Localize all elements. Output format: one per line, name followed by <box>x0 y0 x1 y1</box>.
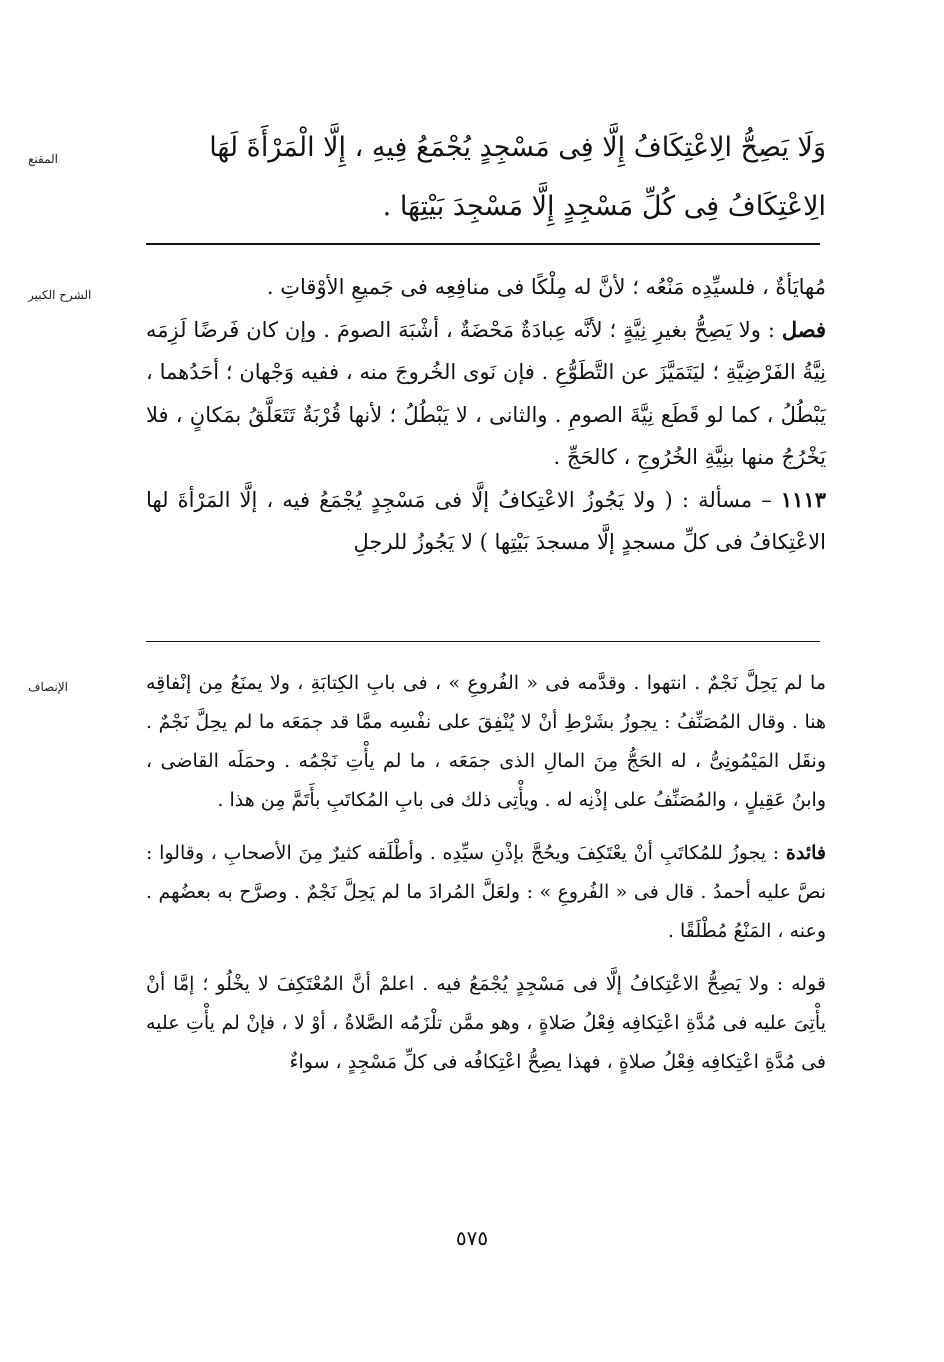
sharh-divider <box>146 641 820 642</box>
insaf-label: الإنصاف <box>28 680 69 694</box>
sharh-label: الشرح الكبير <box>28 288 92 302</box>
page-number: ٥٧٥ <box>455 1226 489 1250</box>
faida-paragraph <box>146 834 826 951</box>
muqni-line-1: وَلَا يَصِحُّ الِاعْتِكَافُ إِلَّا فِى مَسْجِدٍ يُجْمَعُ فِيهِ ، إِلَّا الْمَرْأَةَ لَهَا <box>209 132 826 163</box>
sharh-line-1: مُهايَأةٌ ، فلسيِّدِه مَنْعُه ؛ لأنَّ له مِلْكًا فى منافِعِه فى جَميعِ الأوْقاتِ . <box>266 275 826 299</box>
faida-heading: فائدة <box>785 842 826 864</box>
masala-number: ١١١٣ <box>780 486 826 512</box>
sharh-text <box>146 266 826 564</box>
fasl-text: : ولا يَصِحُّ بغيرِ نِيَّةٍ ؛ لأنَّه عِبادَةٌ مَحْضَةٌ ، أشْبَهَ الصومَ . وإن كان فَرضًا لَزِمَه نِيَّةُ الفَرْضِيَّةِ ؛ ليَتَمَيَّزَ عن التَّطَوُّعِ . فإن نَوى الخُروجَ منه ، ففيه وَجْهان ؛ أحَدُهما ، يَبْطُلُ ، كما لو قَطَع نِيَّةَ الصومِ . والثانى ، لا يَبْطُلُ ؛ لأنها قُرْبَةٌ تَتَعَلَّقُ بمَكانٍ ، فلا يَخْرُجُ منها بنِيَّةِ الخُرُوجِ ، كالحَجِّ . <box>146 317 826 469</box>
paragraph-gap <box>146 951 826 965</box>
muqni-label: المقنع <box>28 152 59 166</box>
faida-text: : يجوزُ للمُكاتَبِ أنْ يعْتَكِفَ ويحُجَّ بإذْنِ سيِّدِه . وأطْلَقه كثيرٌ مِنَ الأصحابِ ، وقالوا : نصَّ عليه أحمدُ . قال فى « الفُروعِ » : ولعَلَّ المُرادَ ما لم يَحِلَّ نَجْمٌ . وصرَّح به بعضُهم . وعنه ، المَنْعُ مُطْلَقًا . <box>146 842 826 942</box>
insaf-paragraph-3: قوله : ولا يَصِحُّ الاعْتِكافُ إلَّا فى مَسْجِدٍ يُجْمَعُ فيه . اعلمْ أنَّ المُعْتَكِفَ لا يخْلُو ؛ إمَّا أنْ يأْتِىَ عليه فى مُدَّةِ اعْتِكافِه فِعْلُ صَلاةٍ ، وهو ممَّن تلْزَمُه الصَّلاةُ ، أوْ لا ، فإنْ لم يأْتِ عليه فى مُدَّةِ اعْتِكافِه فِعْلُ صلاةٍ ، فهذا يصِحُّ اعْتِكافُه فى كلِّ مَسْجِدٍ ، سواءٌ <box>146 973 826 1073</box>
masala-text: – مسألة : ( ولا يَجُوزُ الاعْتِكافُ إلَّا فى مَسْجِدٍ يُجْمَعُ فيه ، إلَّا المَرْأةَ لها الاعْتِكافُ فى كلِّ مسجدٍ إلَّا مسجدَ بَيْتِها ) لا يَجُوزُ للرجلِ <box>146 487 826 554</box>
paragraph-gap <box>146 820 826 834</box>
insaf-paragraph-1: ما لم يَحِلَّ نَجْمٌ . انتهوا . وقدَّمه فى « الفُروعِ » ، فى بابِ الكِتابَةِ ، ولا يمنَعُ مِن إنْفاقِه هنا . وقال المُصَنِّفُ : يجوزُ بشَرْطِ أنْ لا يُنْفِقَ على نفْسِه ممَّا قد جمَعَه ما لم يحِلَّ نَجْمٌ . ونقَل المَيْمُونِىُّ ، له الحَجُّ مِنَ المالِ الذى جمَعَه ، ما لم يأْتِ نَجْمُه . وحمَلَه القاضى ، وابنُ عَقِيلٍ ، والمُصَنِّفُ على إذْنِه له . ويأْتِى ذلك فى بابِ المُكاتَبِ بأَتَمَّ مِن هذا . <box>146 672 826 811</box>
muqni-divider <box>146 243 820 245</box>
insaf-text <box>146 664 826 1082</box>
masala-paragraph <box>146 479 826 564</box>
muqni-line-2: الِاعْتِكَافُ فِى كُلِّ مَسْجِدٍ إِلَّا مَسْجِدَ بَيْتِهَا . <box>382 191 826 222</box>
fasl-heading: فصل <box>781 316 826 342</box>
fasl-paragraph <box>146 309 826 479</box>
muqni-text <box>146 118 826 236</box>
